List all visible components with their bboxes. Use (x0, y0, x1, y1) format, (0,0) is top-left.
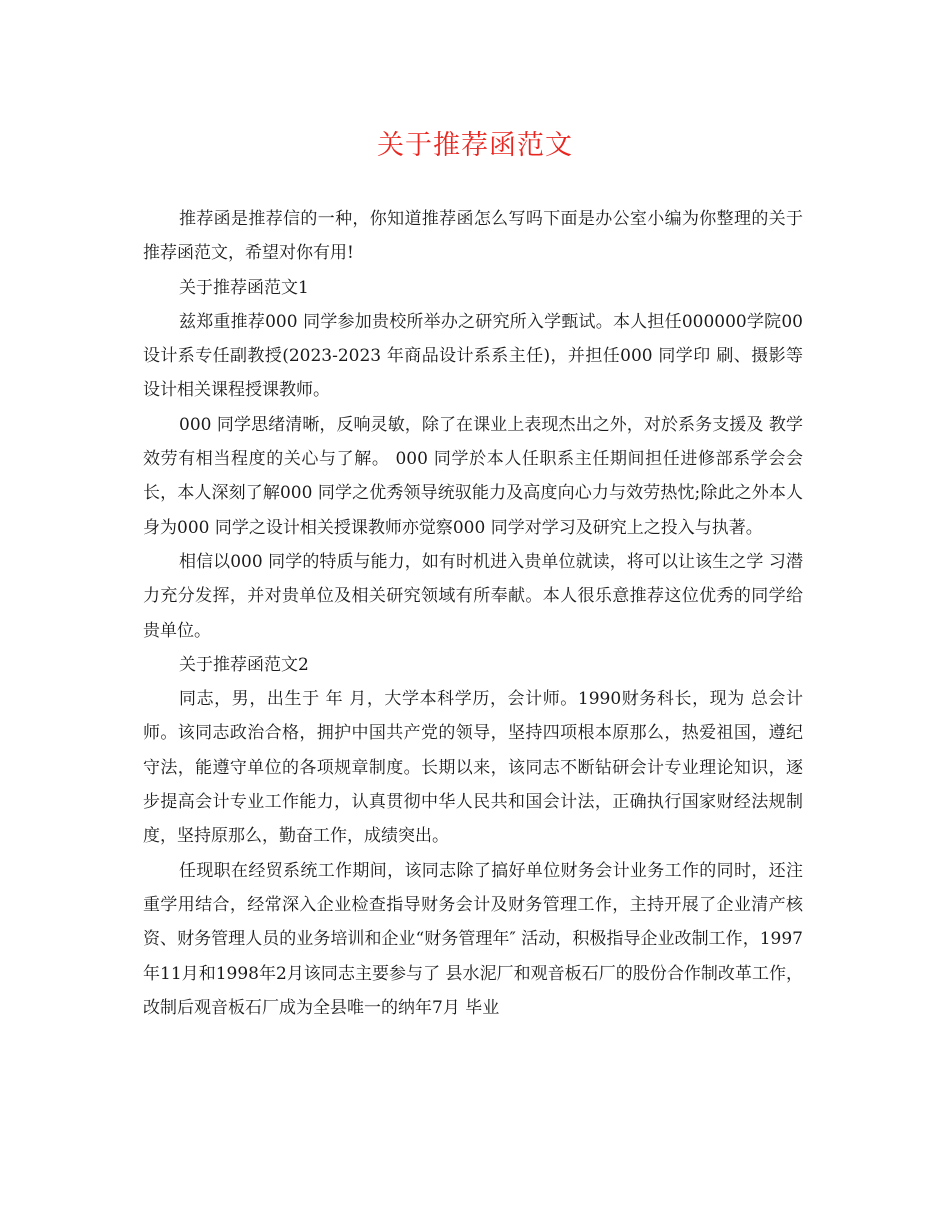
paragraph-intro: 推荐函是推荐信的一种，你知道推荐函怎么写吗下面是办公室小编为你整理的关于推荐函范文，希望对你有用! (143, 209, 803, 264)
paragraph: 相信以000 同学的特质与能力，如有时机进入贵单位就读，将可以让该生之学 习潜力充分发挥，并对贵单位及相关研究领域有所奉献。本人很乐意推荐这位优秀的同学给贵单位。 (143, 551, 803, 641)
paragraph: 兹郑重推荐000 同学参加贵校所举办之研究所入学甄试。本人担任000000学院00 设计系专任副教授(2023-2023 年商品设计系系主任)，并担任000 同学印 刷、摄影等设计相关课程授课教师。 (143, 311, 803, 401)
section-heading-1: 关于推荐函范文1 (179, 277, 309, 298)
document-title: 关于推荐函范文 (377, 130, 573, 161)
paragraph: 同志，男，出生于 年 月，大学本科学历，会计师。1990财务科长，现为 总会计师。该同志政治合格，拥护中国共产党的领导，坚持四项根本原那么，热爱祖国，遵纪守法，能遵守单位的各项规章制度。长期以来，该同志不断钻研会计专业理论知识，逐步提高会计专业工作能力，认真贯彻中华人民共和国会计法，正确执行国家财经法规制度，坚持原那么，勤奋工作，成绩突出。 (143, 689, 803, 847)
paragraph: 000 同学思绪清晰，反响灵敏，除了在课业上表现杰出之外，对於系务支援及 教学效劳有相当程度的关心与了解。 000 同学於本人任职系主任期间担任进修部系学会会长，本人深刻了解000 同学之优秀领导统驭能力及高度向心力与效劳热忱;除此之外本人身为000 同学之设计相关授课教师亦觉察000 同学对学习及研究上之投入与执著。 (143, 414, 803, 538)
section-heading-2: 关于推荐函范文2 (179, 654, 309, 675)
paragraph: 任现职在经贸系统工作期间，该同志除了搞好单位财务会计业务工作的同时，还注重学用结合，经常深入企业检查指导财务会计及财务管理工作，主持开展了企业清产核资、财务管理人员的业务培训和企业“财务管理年″ 活动，积极指导企业改制工作，1997年11月和1998年2月该同志主要参与了 县水泥厂和观音板石厂的股份合作制改革工作，改制后观音板石厂成为全县唯一的纳年7月 毕业 (143, 860, 803, 1018)
document-body (143, 202, 803, 1025)
